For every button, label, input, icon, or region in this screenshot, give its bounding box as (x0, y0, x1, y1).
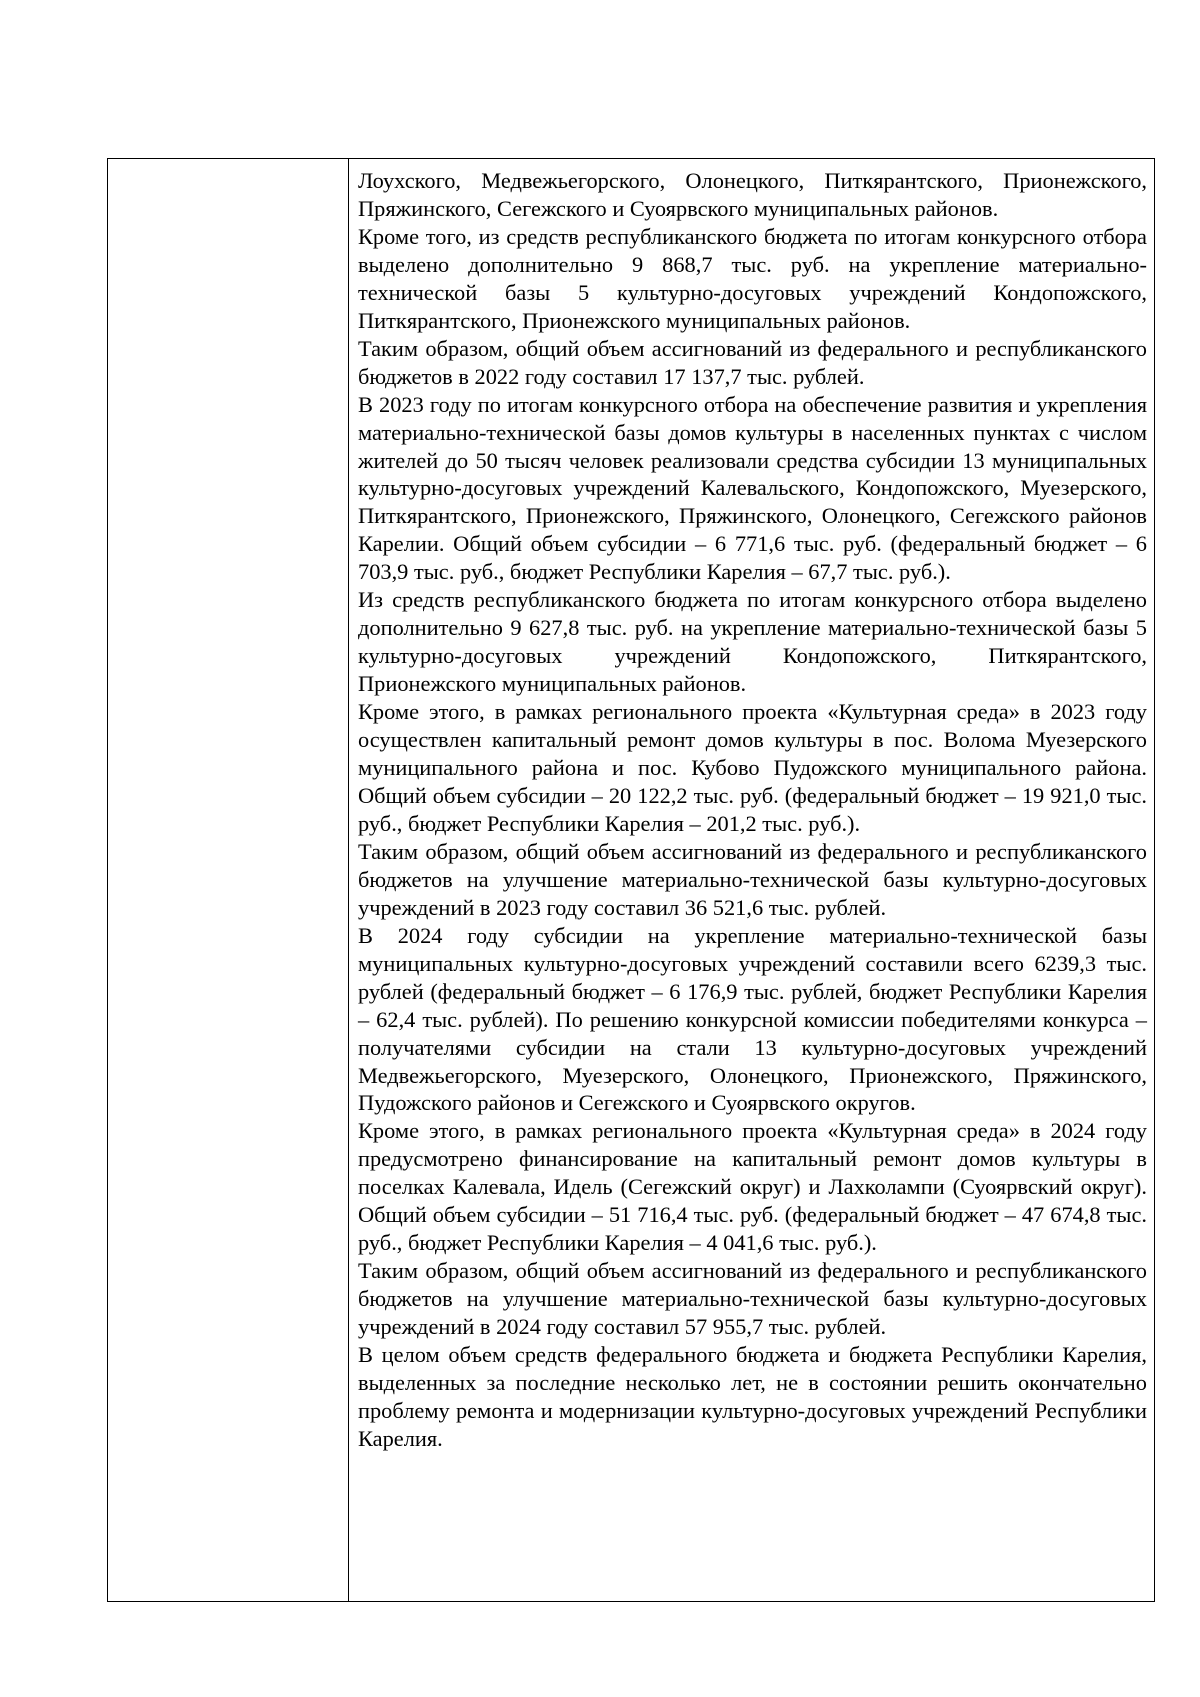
document-table (107, 158, 1155, 1602)
paragraph-7: Таким образом, общий объем ассигнований из федерального и республиканского бюджетов на улучшение материально-технической базы культурно-досуговых учреждений в 2023 году составил 36 521,6 тыс. рублей. (358, 838, 1147, 920)
table-cell-text (349, 159, 1155, 1602)
table-cell-left-empty (108, 159, 349, 1602)
paragraph-3: Таким образом, общий объем ассигнований из федерального и республиканского бюджетов в 2022 году составил 17 137,7 тыс. рублей. (358, 335, 1147, 389)
paragraph-8: В 2024 году субсидии на укрепление материально-технической базы муниципальных культурно-досуговых учреждений составили всего 6239,3 тыс. рублей (федеральный бюджет – 6 176,9 тыс. рублей, бюджет Республики Карелия – 62,4 тыс. рублей). По решению конкурсной комиссии победителями конкурса – получателями субсидии на стали 13 культурно-досуговых учреждений Медвежьегорского, Муезерского, Олонецкого, Прионежского, Пряжинского, Пудожского районов и Сегежского и Суоярвского округов. (358, 922, 1147, 1116)
paragraph-4: В 2023 году по итогам конкурсного отбора на обеспечение развития и укрепления материально-технической базы домов культуры в населенных пунктах с числом жителей до 50 тысяч человек реализовали средства субсидии 13 муниципальных культурно-досуговых учреждений Калевальского, Кондопожского, Муезерского, Питкярантского, Прионежского, Пряжинского, Олонецкого, Сегежского районов Карелии. Общий объем субсидии – 6 771,6 тыс. руб. (федеральный бюджет – 6 703,9 тыс. руб., бюджет Республики Карелия – 67,7 тыс. руб.). (358, 391, 1147, 585)
paragraph-10: Таким образом, общий объем ассигнований из федерального и республиканского бюджетов на улучшение материально-технической базы культурно-досуговых учреждений в 2024 году составил 57 955,7 тыс. рублей. (358, 1258, 1147, 1340)
paragraph-9: Кроме этого, в рамках регионального проекта «Культурная среда» в 2024 году предусмотрено финансирование на капитальный ремонт домов культуры в поселках Калевала, Идель (Сегежский округ) и Лахколампи (Суоярвский округ). Общий объем субсидии – 51 716,4 тыс. руб. (федеральный бюджет – 47 674,8 тыс. руб., бюджет Республики Карелия – 4 041,6 тыс. руб.). (358, 1118, 1147, 1256)
table-row (108, 159, 1155, 1602)
paragraph-1: Лоухского, Медвежьегорского, Олонецкого, Питкярантского, Прионежского, Пряжинского, Сегежского и Суоярвского муниципальных районов. (358, 168, 1147, 221)
paragraph-5: Из средств республиканского бюджета по итогам конкурсного отбора выделено дополнительно 9 627,8 тыс. руб. на укрепление материально-технической базы 5 культурно-досуговых учреждений Кондопожского, Питкярантского, Прионежского муниципальных районов. (358, 587, 1147, 697)
paragraph-11: В целом объем средств федерального бюджета и бюджета Республики Карелия, выделенных за последние несколько лет, не в состоянии решить окончательно проблему ремонта и модернизации культурно-досуговых учреждений Республики Карелия. (358, 1342, 1147, 1451)
paragraph-6: Кроме этого, в рамках регионального проекта «Культурная среда» в 2023 году осуществлен капитальный ремонт домов культуры в пос. Волома Муезерского муниципального района и пос. Кубово Пудожского муниципального района. Общий объем субсидии – 20 122,2 тыс. руб. (федеральный бюджет – 19 921,0 тыс. руб., бюджет Республики Карелия – 201,2 тыс. руб.). (358, 699, 1147, 836)
paragraph-2: Кроме того, из средств республиканского бюджета по итогам конкурсного отбора выделено дополнительно 9 868,7 тыс. руб. на укрепление материально-технической базы 5 культурно-досуговых учреждений Кондопожского, Питкярантского, Прионежского муниципальных районов. (358, 223, 1147, 333)
